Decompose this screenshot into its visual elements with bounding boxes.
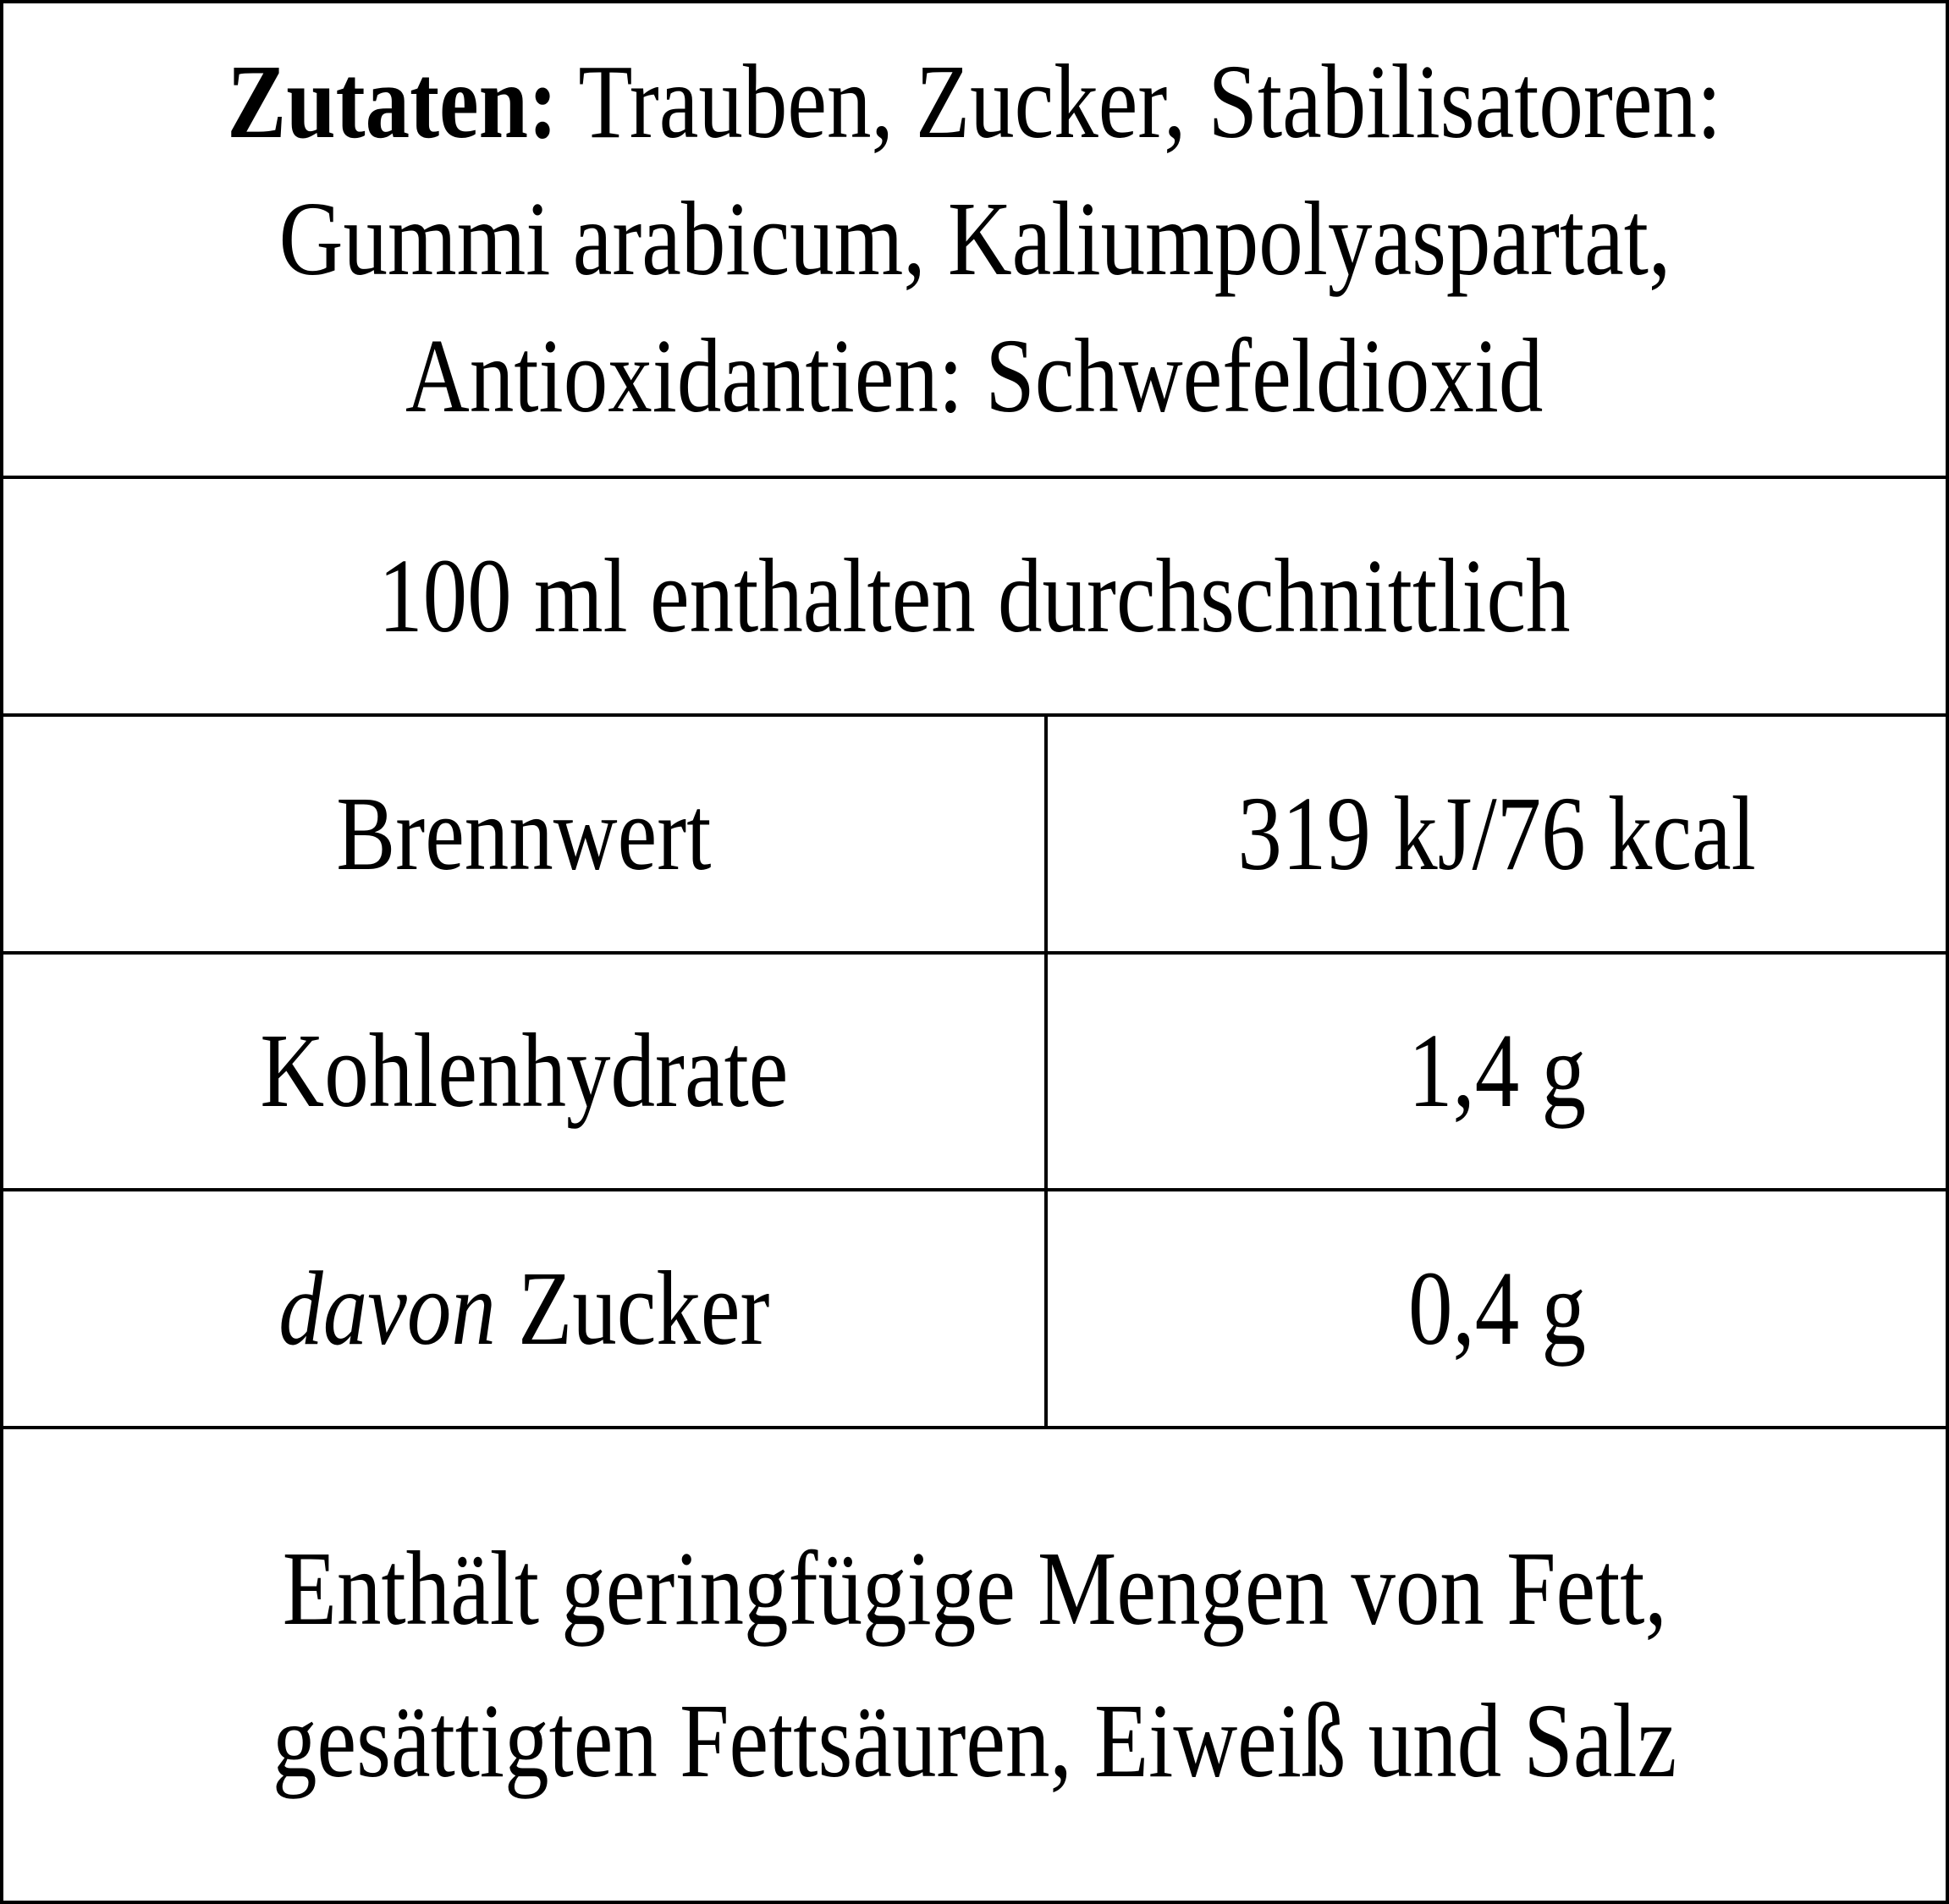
nutrient-name: Kohlenhydrate bbox=[260, 1013, 788, 1130]
nutrient-value-cell bbox=[1048, 717, 1946, 951]
ingredients-line-3-text: Antioxidantien: Schwefeldioxid bbox=[405, 318, 1544, 435]
nutrient-value: 319 kJ/76 kcal bbox=[1237, 775, 1756, 893]
footnote-line-2-text: gesättigten Fettsäuren, Eiweiß und Salz bbox=[272, 1682, 1677, 1800]
nutrient-name-prefix: davon bbox=[278, 1250, 496, 1367]
nutrient-name-cell bbox=[3, 955, 1048, 1188]
ingredients-heading: Zutaten: bbox=[227, 44, 559, 161]
ingredients-line-2-text: Gummi arabicum, Kaliumpolyaspartat, bbox=[278, 181, 1671, 298]
table-row bbox=[3, 717, 1946, 955]
nutrient-value-cell bbox=[1048, 955, 1946, 1188]
table-row bbox=[3, 1191, 1946, 1429]
nutrient-name: Zucker bbox=[495, 1250, 770, 1367]
ingredients-line-2 bbox=[146, 171, 1803, 308]
serving-header-row bbox=[3, 479, 1946, 717]
ingredients-section bbox=[3, 3, 1946, 479]
nutrient-name-cell bbox=[3, 1191, 1048, 1426]
ingredients-line-3 bbox=[297, 308, 1651, 445]
nutrient-name-cell bbox=[3, 717, 1048, 951]
ingredients-line-1 bbox=[85, 34, 1864, 171]
footnote-line-1-text: Enthält geringfügige Mengen von Fett, bbox=[282, 1530, 1667, 1648]
nutrient-value: 0,4 g bbox=[1407, 1250, 1586, 1367]
serving-header: 100 ml enthalten durchschnittlich bbox=[378, 537, 1571, 655]
footnote-section bbox=[3, 1429, 1946, 1901]
nutrient-value-cell bbox=[1048, 1191, 1946, 1426]
ingredients-line-1-text: Trauben, Zucker, Stabilisatoren: bbox=[558, 44, 1722, 161]
nutrient-value: 1,4 g bbox=[1407, 1013, 1586, 1130]
nutrient-name: Brennwert bbox=[336, 775, 712, 893]
footnote-line-2 bbox=[139, 1665, 1810, 1818]
footnote-line-1 bbox=[151, 1513, 1799, 1665]
table-row bbox=[3, 955, 1946, 1191]
